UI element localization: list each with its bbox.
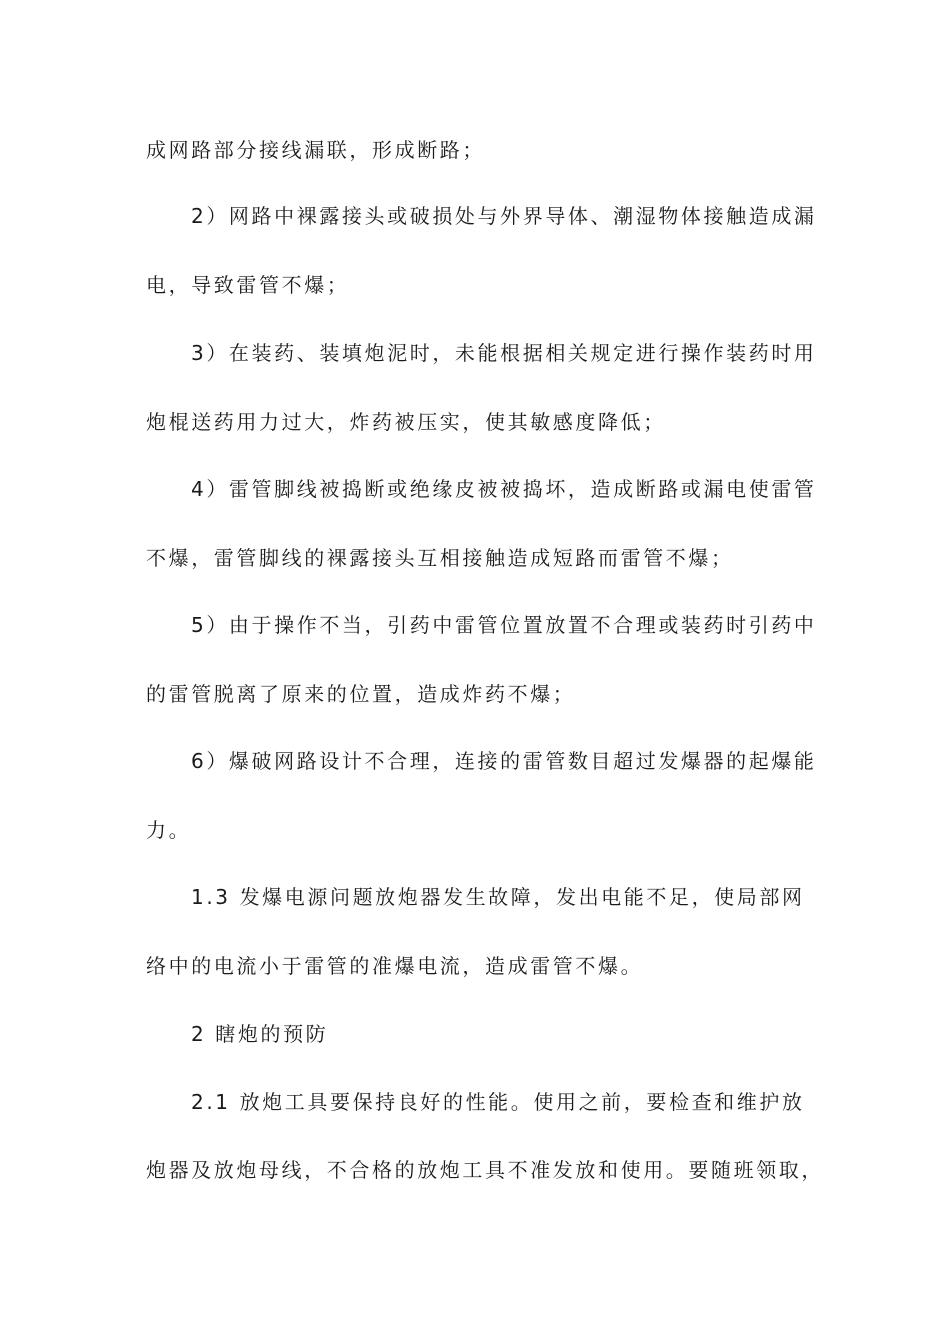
text-line: 电，导致雷管不爆； — [146, 273, 350, 297]
section-heading: 2 瞎炮的预防 — [191, 1022, 329, 1046]
text-line: 2）网路中裸露接头或破损处与外界导体、潮湿物体接触造成漏 — [191, 204, 817, 228]
text-line: 不爆，雷管脚线的裸露接头互相接触造成短路而雷管不爆； — [146, 546, 734, 570]
text-line: 6）爆破网路设计不合理，连接的雷管数目超过发爆器的起爆能 — [191, 749, 817, 773]
text-line: 5）由于操作不当，引药中雷管位置放置不合理或装药时引药中 — [191, 613, 817, 637]
text-line: 4）雷管脚线被捣断或绝缘皮被被捣坏，造成断路或漏电使雷管 — [191, 477, 817, 501]
text-line: 的雷管脱离了原来的位置，造成炸药不爆； — [146, 682, 576, 706]
text-line: 力。 — [146, 818, 192, 842]
text-line: 络中的电流小于雷管的准爆电流，造成雷管不爆。 — [146, 954, 644, 978]
text-line: 炮棍送药用力过大，炸药被压实，使其敏感度降低； — [146, 410, 666, 434]
text-line: 成网路部分接线漏联，形成断路； — [146, 138, 485, 162]
section-heading: 2.1 放炮工具要保持良好的性能。使用之前，要检查和维护放 — [191, 1090, 805, 1114]
text-line: 3）在装药、装填炮泥时，未能根据相关规定进行操作装药时用 — [191, 341, 817, 365]
text-line: 炮器及放炮母线，不合格的放炮工具不准发放和使用。要随班领取， — [146, 1158, 824, 1182]
section-heading: 1.3 发爆电源问题放炮器发生故障，发出电能不足，使局部网 — [191, 885, 805, 909]
